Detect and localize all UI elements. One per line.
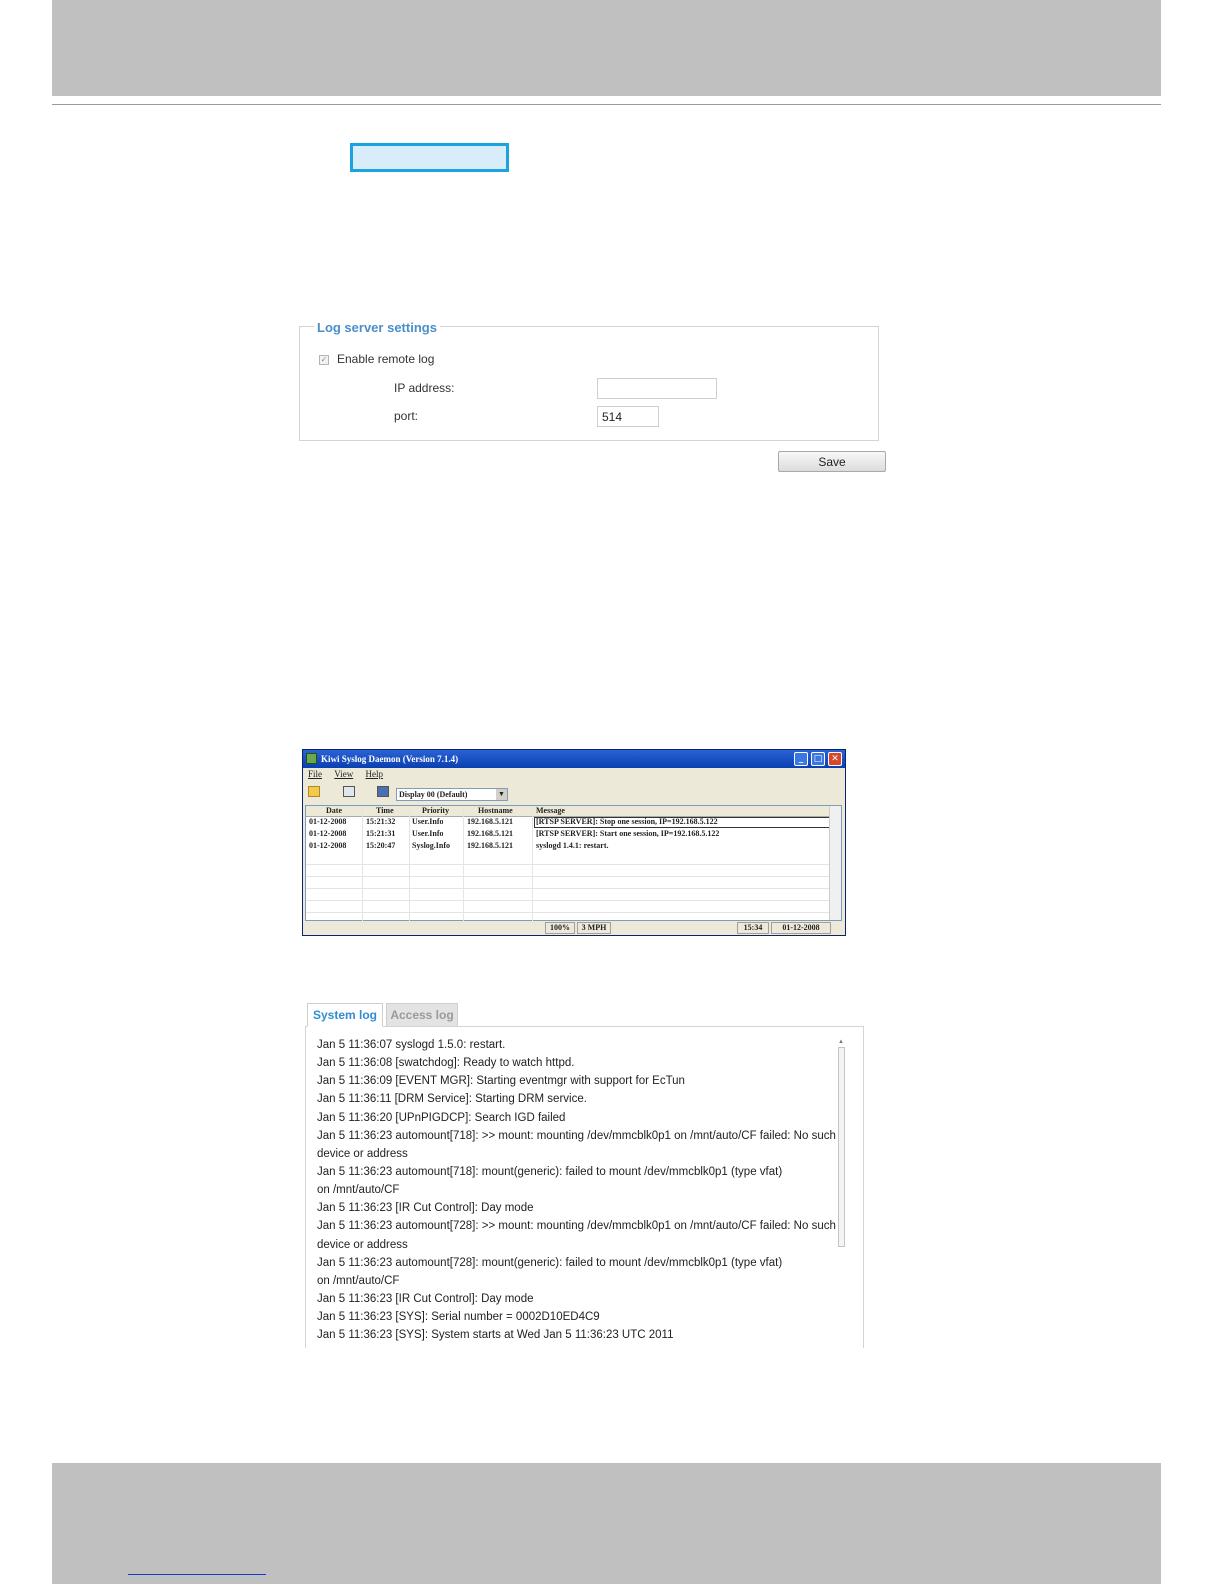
- cell-message: [RTSP SERVER]: Stop one session, IP=192.168.5.122: [536, 817, 718, 826]
- log-line: Jan 5 11:36:23 [IR Cut Control]: Day mode: [317, 1202, 534, 1215]
- ip-address-input[interactable]: [597, 378, 717, 399]
- system-log-text: [317, 1036, 837, 1344]
- column-header-priority[interactable]: Priority: [422, 806, 450, 815]
- row-divider: [306, 864, 831, 865]
- table-row[interactable]: [306, 841, 831, 852]
- cell-time: 15:21:32: [366, 817, 396, 826]
- syslog-daemon-window: [302, 749, 846, 936]
- status-rate: 3 MPH: [577, 922, 611, 934]
- cell-time: 15:20:47: [366, 841, 396, 850]
- log-server-settings-panel: [299, 326, 879, 441]
- scroll-up-icon[interactable]: ▲: [838, 1039, 844, 1045]
- window-title-bar: [303, 750, 845, 768]
- cell-hostname: 192.168.5.121: [467, 829, 513, 838]
- tab-system-log[interactable]: System log: [307, 1003, 383, 1027]
- log-line: Jan 5 11:36:23 automount[728]: >> mount: mounting /dev/mmcblk0p1 on /mnt/auto/CF failed: No such: [317, 1220, 836, 1233]
- enable-remote-log-checkbox[interactable]: ✓: [320, 355, 328, 364]
- log-line: device or address: [317, 1238, 408, 1251]
- window-title: Kiwi Syslog Daemon (Version 7.1.4): [321, 754, 459, 764]
- cell-priority: Syslog.Info: [412, 841, 451, 850]
- minimize-icon[interactable]: _: [794, 752, 808, 766]
- cell-message: syslogd 1.4.1: restart.: [536, 841, 609, 850]
- close-icon[interactable]: ✕: [828, 752, 842, 766]
- log-line: Jan 5 11:36:08 [swatchdog]: Ready to watch httpd.: [317, 1057, 575, 1070]
- log-line: Jan 5 11:36:23 [SYS]: System starts at Wed Jan 5 11:36:23 UTC 2011: [317, 1329, 674, 1342]
- row-divider: [306, 888, 831, 889]
- cell-time: 15:21:31: [366, 829, 396, 838]
- highlighted-menu-item[interactable]: [350, 143, 509, 172]
- cell-date: 01-12-2008: [309, 841, 347, 850]
- display-select[interactable]: [396, 788, 508, 801]
- enable-remote-log-label: Enable remote log: [337, 352, 435, 366]
- properties-icon[interactable]: [343, 786, 355, 797]
- port-input[interactable]: [597, 406, 659, 427]
- ip-address-label: IP address:: [394, 381, 455, 395]
- port-label: port:: [394, 409, 419, 423]
- cell-priority: User.Info: [412, 829, 444, 838]
- status-percent: 100%: [545, 922, 575, 934]
- status-date: 01-12-2008: [771, 922, 831, 934]
- column-header-time[interactable]: Time: [376, 806, 394, 815]
- log-line: Jan 5 11:36:23 automount[718]: >> mount: mounting /dev/mmcblk0p1 on /mnt/auto/CF failed: No such: [317, 1129, 836, 1142]
- log-server-settings-legend: Log server settings: [314, 320, 440, 335]
- page-header-band: [52, 0, 1161, 96]
- display-select-value: Display 00 (Default): [399, 790, 468, 799]
- log-line: Jan 5 11:36:23 [SYS]: Serial number = 0002D10ED4C9: [317, 1311, 600, 1324]
- save-button[interactable]: Save: [778, 451, 886, 472]
- log-line: Jan 5 11:36:23 automount[728]: mount(generic): failed to mount /dev/mmcblk0p1 (type vfat): [317, 1256, 783, 1269]
- menu-help[interactable]: Help: [365, 769, 383, 779]
- log-line: Jan 5 11:36:20 [UPnPIGDCP]: Search IGD failed: [317, 1111, 566, 1124]
- grid-header: [306, 806, 831, 817]
- row-divider: [306, 900, 831, 901]
- header-divider: [52, 104, 1161, 105]
- page-footer-band: [52, 1463, 1161, 1584]
- grid-scrollbar[interactable]: [829, 806, 841, 920]
- log-line: device or address: [317, 1147, 408, 1160]
- log-line: on /mnt/auto/CF: [317, 1274, 400, 1287]
- tab-access-log[interactable]: Access log: [386, 1003, 458, 1027]
- open-folder-icon[interactable]: [308, 786, 320, 797]
- column-header-message[interactable]: Message: [536, 806, 565, 815]
- syslog-message-grid: [305, 805, 842, 921]
- system-log-panel: [305, 1026, 864, 1348]
- window-menu-bar: [303, 768, 845, 781]
- cell-date: 01-12-2008: [309, 829, 347, 838]
- scrollbar-thumb[interactable]: [838, 1047, 845, 1247]
- cell-date: 01-12-2008: [309, 817, 347, 826]
- cell-message: [RTSP SERVER]: Start one session, IP=192.168.5.122: [536, 829, 720, 838]
- row-divider: [306, 912, 831, 913]
- display-icon[interactable]: [377, 786, 389, 797]
- footer-link[interactable]: [128, 1574, 266, 1575]
- system-log-scrollbar[interactable]: [836, 1039, 847, 1344]
- log-line: Jan 5 11:36:23 [IR Cut Control]: Day mode: [317, 1292, 534, 1305]
- menu-file[interactable]: File: [308, 769, 323, 779]
- log-line: Jan 5 11:36:11 [DRM Service]: Starting DRM service.: [317, 1093, 587, 1106]
- column-header-date[interactable]: Date: [326, 806, 342, 815]
- window-status-bar: [303, 921, 845, 935]
- table-row[interactable]: [306, 829, 831, 840]
- chevron-down-icon[interactable]: ▼: [496, 789, 507, 800]
- table-row[interactable]: [306, 817, 831, 828]
- log-line: Jan 5 11:36:09 [EVENT MGR]: Starting eventmgr with support for EcTun: [317, 1075, 685, 1088]
- log-line: Jan 5 11:36:23 automount[718]: mount(generic): failed to mount /dev/mmcblk0p1 (type vfat): [317, 1165, 783, 1178]
- menu-view[interactable]: View: [334, 769, 354, 779]
- log-line: on /mnt/auto/CF: [317, 1184, 400, 1197]
- cell-hostname: 192.168.5.121: [467, 841, 513, 850]
- maximize-icon[interactable]: □: [811, 752, 825, 766]
- window-toolbar: [303, 782, 845, 802]
- cell-hostname: 192.168.5.121: [467, 817, 513, 826]
- kiwi-app-icon: [306, 753, 317, 764]
- cell-priority: User.Info: [412, 817, 444, 826]
- column-header-hostname[interactable]: Hostname: [478, 806, 513, 815]
- row-divider: [306, 876, 831, 877]
- log-line: Jan 5 11:36:07 syslogd 1.5.0: restart.: [317, 1039, 506, 1051]
- status-time: 15:34: [737, 922, 769, 934]
